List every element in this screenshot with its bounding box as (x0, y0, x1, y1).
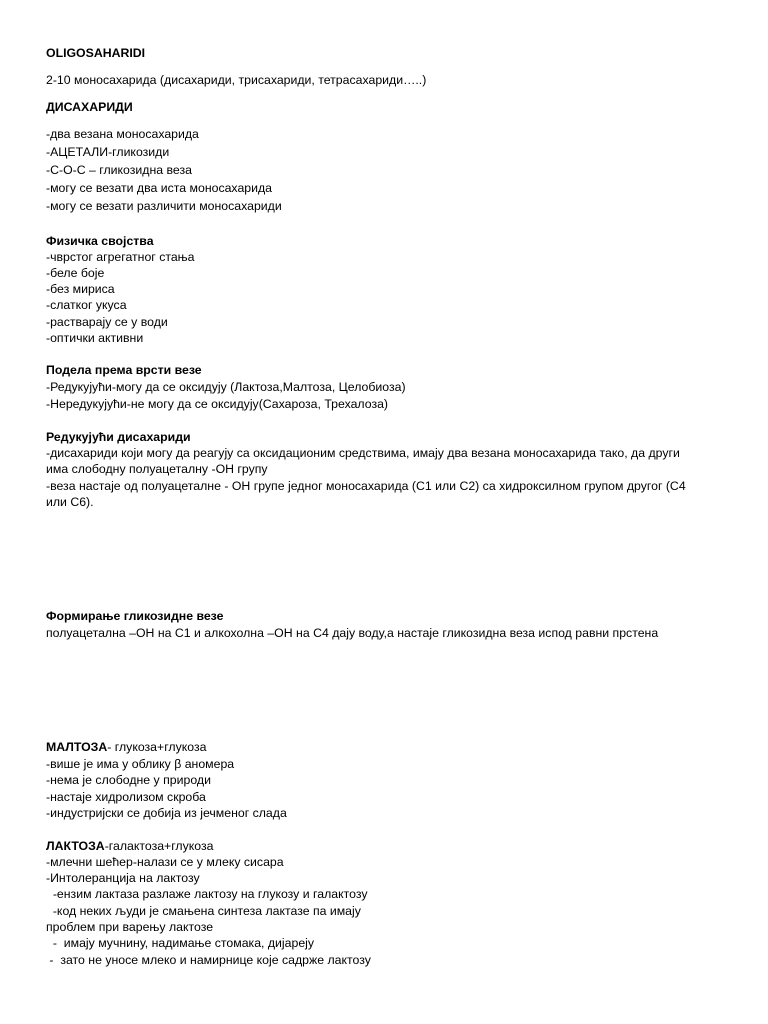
list-item: -чврстог агрегатног стања (46, 250, 195, 264)
document-title: OLIGOSAHARIDI (46, 46, 146, 60)
lactose-heading-rest: -галактоза+глукоза (104, 839, 214, 853)
list-item: -код неких људи је смањена синтеза лактазе па имају (46, 904, 361, 918)
glycosidic-text: полуацетална –ОН на С1 и алкохолна –ОН на С4 дају воду,а настаје гликозидна веза испод равни прстена (46, 626, 659, 640)
list-item: -настаје хидролизом скроба (46, 790, 206, 804)
list-item: -могу се везати два иста моносахарида (46, 181, 273, 195)
list-item: -Интолеранција на лактозу (46, 871, 200, 885)
disaccharides-heading: ДИСАХАРИДИ (46, 100, 133, 114)
reducing-paragraph-2-line-2: или С6). (46, 495, 94, 509)
maltose-heading (46, 739, 206, 755)
maltose-heading-bold: МАЛТОЗА (46, 740, 108, 754)
list-item: -Нередукујући-не могу да се оксидују(Сахароза, Трехалоза) (46, 397, 389, 411)
list-item: -беле боје (46, 266, 105, 280)
list-item: -без мириса (46, 282, 115, 296)
reducing-paragraph-1-line-2: има слободну полуацеталну -ОН групу (46, 462, 268, 476)
list-item: -ензим лактаза разлаже лактозу на глукозу и галактозу (46, 887, 368, 901)
maltose-heading-rest: - глукоза+глукоза (107, 740, 207, 754)
division-heading: Подела према врсти везе (46, 363, 202, 377)
list-item: - имају мучнину, надимање стомака, дијареју (46, 936, 315, 950)
list-item: -два везана моносахарида (46, 127, 199, 141)
list-item: -млечни шећер-налази се у млеку сисара (46, 855, 284, 869)
list-item: проблем при варењу лактозе (46, 920, 214, 934)
glycosidic-heading: Формирање гликозидне везе (46, 609, 224, 623)
list-item: -слатког укуса (46, 298, 127, 312)
reducing-paragraph-2-line-1: -веза настаје од полуацеталне - ОН групе једног моносахарида (С1 или С2) са хидроксилном групом другог (С4 (46, 479, 686, 493)
list-item: -више је има у облику β аномера (46, 757, 235, 771)
list-item: -нема је слободне у природи (46, 773, 211, 787)
list-item: -С-О-С – гликозидна веза (46, 163, 192, 177)
list-item: -могу се везати различити моносахариди (46, 199, 282, 213)
reducing-heading: Редукујући дисахариди (46, 430, 191, 444)
physical-properties-heading: Физичка својства (46, 234, 154, 248)
reducing-paragraph-1-line-1: -дисахариди који могу да реагују са оксидационим средствима, имају два везана моносахарида тако, да други (46, 446, 680, 460)
intro-line: 2-10 моносахарида (дисахариди, трисахариди, тетрасахариди…..) (46, 73, 427, 87)
lactose-heading (46, 838, 213, 854)
list-item: -растварају се у води (46, 315, 168, 329)
list-item: -Редукујући-могу да се оксидују (Лактоза,Малтоза, Целобиоза) (46, 380, 406, 394)
list-item: - зато не уносе млеко и намирнице које садрже лактозу (46, 953, 371, 967)
list-item: -АЦЕТАЛИ-гликозиди (46, 145, 170, 159)
lactose-heading-bold: ЛАКТОЗА (46, 839, 105, 853)
list-item: -индустријски се добија из јечменог слада (46, 806, 287, 820)
list-item: -оптички активни (46, 331, 144, 345)
